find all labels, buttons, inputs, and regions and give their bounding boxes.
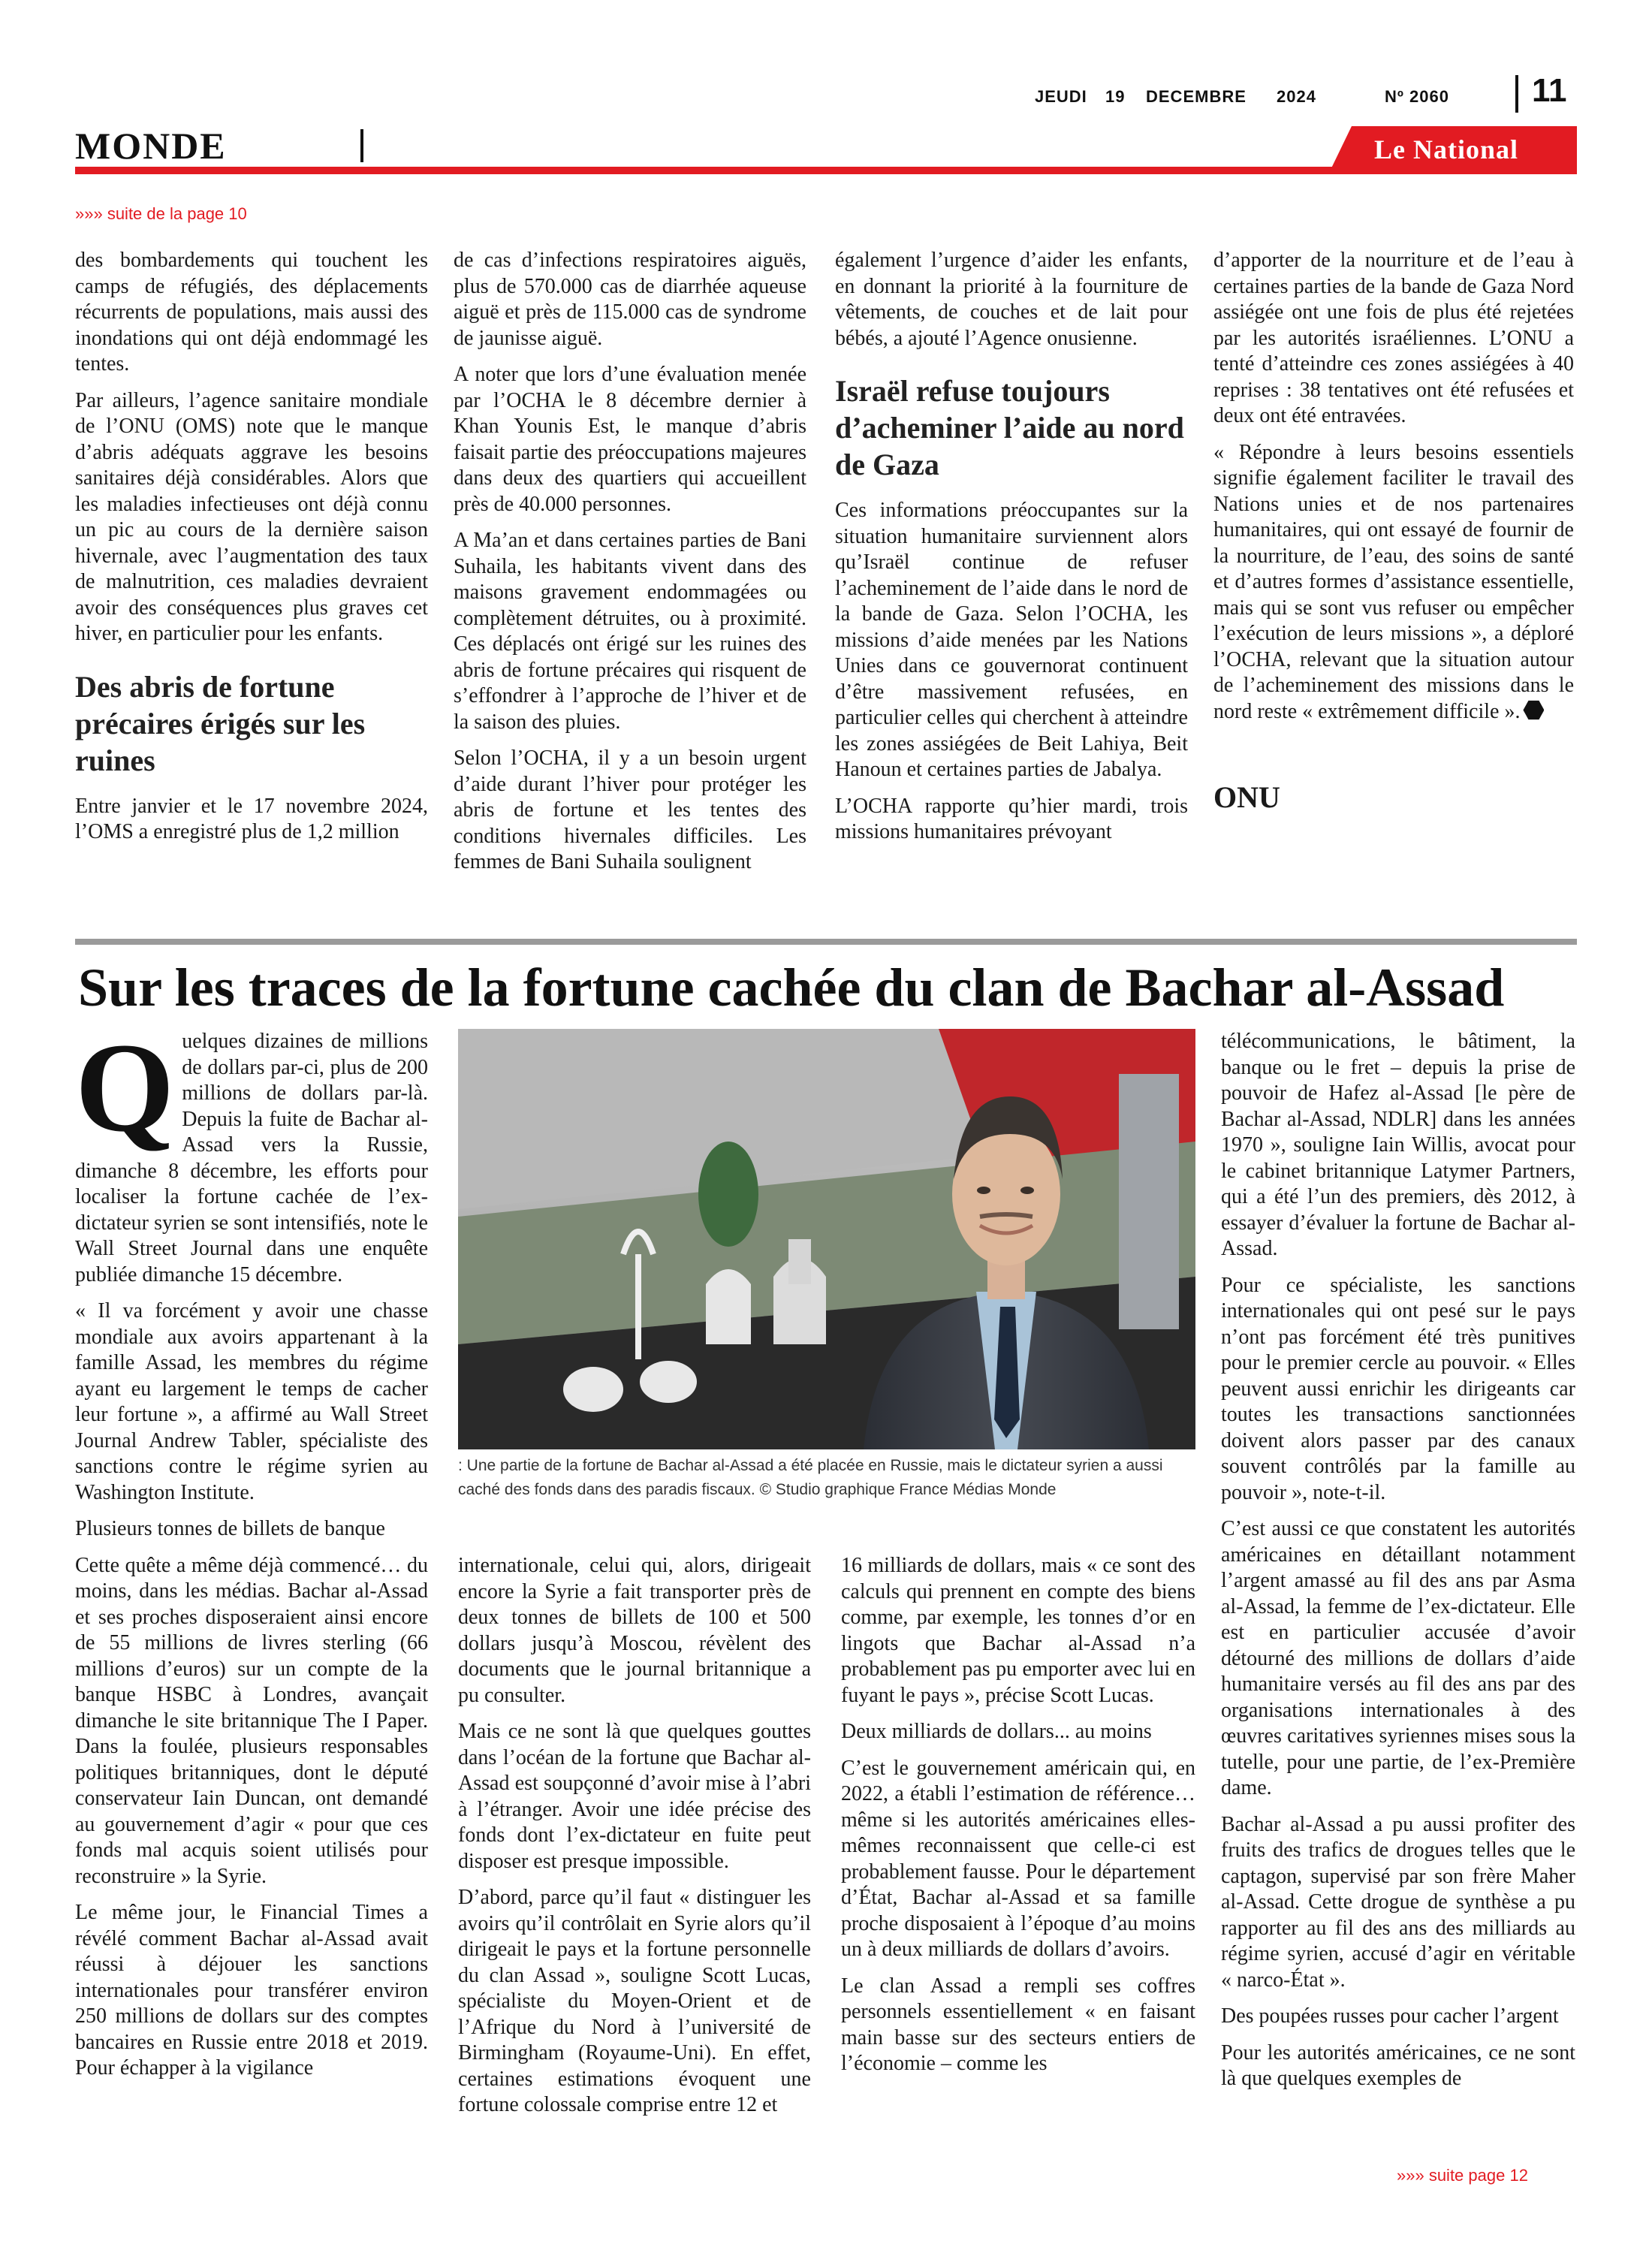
page-number: 11	[1532, 72, 1567, 109]
paragraph: Le même jour, le Financial Times a révélé comment Bachar al-Assad avait réussi à déjouer les sanctions internationales pour transférer environ 250 millions de dollars sur des comptes bancaires en Russie entre 2018 et 2019. Pour échapper à la vigilance	[75, 1901, 428, 2080]
paragraph: des bombardements qui touchent les camps de réfugiés, des déplacements récurrents de populations, mais aussi des inondations qui ont déjà endommagé les tentes.	[75, 249, 428, 376]
lead-text: uelques dizaines de millions de dollars par-ci, plus de 200 millions de dollars par-là. Depuis la fuite de Bachar al-Assad vers la Russie, dimanche 8 décembre, les efforts pour localiser la fortune cachée de l’ex-dictateur syrien se sont intensifiés, note le Wall Street Journal dans une enquête publiée dimanche 15 décembre.	[75, 1030, 428, 1286]
main-col-3	[841, 1553, 1195, 2088]
paragraph: de cas d’infections respiratoires aiguës, plus de 570.000 cas de diarrhée aqueuse aiguë et près de 115.000 cas de syndrome de jaunisse aiguë.	[454, 249, 806, 350]
section-title: MONDE	[75, 125, 227, 167]
article-separator	[75, 939, 1577, 945]
header-year: 2024	[1277, 87, 1316, 106]
continued-to: »»» suite page 12	[1397, 2166, 1528, 2185]
paragraph: D’abord, parce qu’il faut « distinguer les avoirs qu’il contrôlait en Syrie alors qu’il dirigeait le pays et la fortune personnelle du clan Assad », souligne Scott Lucas, spécialiste du Moyen-Orient et de l’Afrique du Nord à l’université de Birmingham (Royaume-Uni). En effet, certaines estimations évoquent une fortune colossale comprise entre 12 et	[458, 1886, 811, 2116]
top-col-3	[835, 248, 1188, 856]
paragraph: Mais ce ne sont là que quelques gouttes dans l’océan de la fortune que Bachar al-Assad est soupçonné d’avoir mise à l’abri à l’étranger. Avoir une idée précise des fonds dont l’ex-dictateur en fuite peut disposer est presque impossible.	[458, 1720, 811, 1873]
paragraph: Ces informations préoccupantes sur la situation humanitaire surviennent alors qu’Israël continue de refuser l’acheminement de l’aide dans le nord de la bande de Gaza. Selon l’OCHA, les missions d’aide menées par les Nations Unies dans ce gouvernorat continuent d’être massivement refusées, en particulier celles qui cherchent à atteindre les zones assiégées de Beit Lahiya, Beit Hanoun et certaines parties de Jabalya.	[835, 499, 1188, 781]
header-month: DECEMBRE	[1146, 87, 1247, 106]
paragraph: A noter que lors d’une évaluation menée par l’OCHA le 8 décembre dernier à Khan Younis Est, le manque d’abris faisait partie des préoccupations majeures dans deux des quartiers qui accueillent près de 40.000 personnes.	[454, 363, 806, 516]
photo-caption: : Une partie de la fortune de Bachar al-Assad a été placée en Russie, mais le dictateur syrien a aussi caché des fonds dans des paradis fiscaux. © Studio graphique France Médias Monde	[458, 1457, 1163, 1498]
paragraph: « Il va forcément y avoir une chasse mondiale aux avoirs appartenant à la famille Assad, les membres du régime ayant eu largement le temps de cacher leur fortune », a affirmé au Wall Street Journal Andrew Tabler, spécialiste des sanctions contre le régime syrien au Washington Institute.	[75, 1299, 428, 1504]
article-photo	[458, 1029, 1195, 1449]
main-col-2	[458, 1553, 811, 2129]
brand-name: Le National	[1374, 134, 1519, 164]
paragraph: d’apporter de la nourriture et de l’eau à certaines parties de la bande de Gaza Nord assiégée ont une fois de plus été rejetées par les autorités israéliennes. L’ONU a tenté d’atteindre ces zones assiégées à 40 reprises : 38 tentatives ont été refusées et deux ont été entravées.	[1213, 249, 1574, 427]
paragraph: Entre janvier et le 17 novembre 2024, l’OMS a enregistré plus de 1,2 million	[75, 794, 428, 843]
paragraph: Par ailleurs, l’agence sanitaire mondiale de l’ONU (OMS) note que le manque d’abris adéquats aggrave les besoins sanitaires déjà considérables. Alors que les maladies infectieuses ont déjà connu un pic au cours de la dernière saison hivernale, avec l’augmentation des taux de malnutrition, ces maladies devraient avoir des conséquences plus graves cet hiver, en particulier pour les enfants.	[75, 388, 428, 645]
paragraph: également l’urgence d’aider les enfants, en donnant la priorité à la fourniture de vêtements, de couches et de lait pour bébés, a ajouté l’Agence onusienne.	[835, 249, 1188, 350]
main-headline: Sur les traces de la fortune cachée du clan de Bachar al-Assad	[78, 958, 1505, 1018]
article-signature: ONU	[1213, 780, 1280, 814]
end-mark-icon	[1523, 700, 1544, 721]
drop-cap: Q	[75, 1017, 175, 1158]
paragraph: 16 milliards de dollars, mais « ce sont des calculs qui prennent en compte des biens comme, par exemple, les tonnes d’or en lingots que Bachar al-Assad n’a probablement pas pu emporter avec lui en fuyant le pays », précise Scott Lucas.	[841, 1554, 1195, 1707]
top-col-1	[75, 248, 428, 856]
subheading: Israël refuse toujours d’acheminer l’aide au nord de Gaza	[835, 374, 1184, 481]
section-divider	[360, 129, 363, 162]
main-col-4	[1221, 1029, 1575, 2103]
paragraph: Le clan Assad a rempli ses coffres personnels essentiellement « en faisant main basse sur des secteurs entiers de l’économie – comme les	[841, 1974, 1195, 2075]
paragraph	[1213, 440, 1574, 725]
paragraph: C’est aussi ce que constatent les autorités américaines en détaillant notamment l’argent amassé au fil des ans par Asma al-Assad, la femme de l’ex-dictateur. Elle est en particulier accusée d’avoir détourné des millions de dollars d’aide humanitaire versés au fil des ans par des organisations internationales à des œuvres caritatives syriennes mises sous la tutelle, pour une partie, de l’ex-Première dame.	[1221, 1517, 1575, 1799]
continued-from: »»» suite de la page 10	[75, 204, 247, 223]
top-col-2	[454, 248, 806, 886]
subheading: Des abris de fortune précaires érigés sur les ruines	[75, 669, 366, 777]
intertitle: Des poupées russes pour cacher l’argent	[1221, 2004, 1559, 2028]
header-date: 19	[1105, 87, 1126, 106]
lead-paragraph	[75, 1017, 428, 1288]
paragraph: télécommunications, le bâtiment, la banque ou le fret – depuis la prise de pouvoir de Hafez al-Assad [le père de Bachar al-Assad, NDLR] dans les années 1970 », souligne Iain Willis, avocat pour le cabinet britannique Latymer Partners, qui a été l’un des premiers, dès 2012, à essayer d’évaluer la fortune de Bachar al-Assad.	[1221, 1030, 1575, 1260]
main-col-1	[75, 1017, 428, 2092]
paragraph-text: « Répondre à leurs besoins essentiels signifie également faciliter le travail des Nations unies et de nos partenaires humanitaires, qui ont essayé de fournir de la nourriture, de l’eau, des soins de santé et d’autres formes d’assistance essentielle, mais qui se sont vus refuser ou empêcher l’exécution de leurs missions », a déploré l’OCHA, relevant que la situation autour de l’acheminement des missions dans le nord reste « extrêmement difficile ».	[1213, 440, 1574, 723]
top-col-4	[1213, 248, 1574, 814]
photo-illustration	[458, 1029, 1195, 1449]
paragraph: Cette quête a même déjà commencé… du moins, dans les médias. Bachar al-Assad et ses proches disposeraient ainsi encore de 55 millions de livres sterling (66 millions d’euros) sur un compte de la banque HSBC à Londres, avançait dimanche le site britannique The I Paper. Dans la foulée, plusieurs responsables politiques britanniques, dont le député conservateur Iain Duncan, ont demandé au gouvernement d’agir « pour que ces fonds mal acquis soient utilisés pour reconstruire » la Syrie.	[75, 1553, 428, 1888]
paragraph: C’est le gouvernement américain qui, en 2022, a établi l’estimation de référence… même si les autorités américaines elles-mêmes reconnaissent que celle-ci est probablement fausse. Pour le département d’État, Bachar al-Assad et sa famille proche disposaient à l’époque d’au moins un à deux milliards de dollars d’avoirs.	[841, 1756, 1195, 1961]
paragraph: Bachar al-Assad a pu aussi profiter des fruits des trafics de drogues telles que le captagon, supervisé par son frère Maher al-Assad. Cette drogue de synthèse a pu rapporter au fil des ans des milliards au régime syrien, accusé d’agir en véritable « narco-État ».	[1221, 1812, 1575, 1992]
intertitle: Plusieurs tonnes de billets de banque	[75, 1517, 385, 1540]
paragraph: internationale, celui qui, alors, dirigeait encore la Syrie a fait transporter près de deux tonnes de billets de 100 et 500 dollars jusqu’à Moscou, révèlent des documents que le journal britannique a pu consulter.	[458, 1554, 811, 1707]
paragraph: Pour ce spécialiste, les sanctions internationales qui ont pesé sur le pays n’ont pas forcément été très punitives pour le premier cercle au pouvoir. « Elles peuvent aussi enrichir les dirigeants car toutes les transactions sanctionnées doivent alors passer par des canaux souvent contrôlés par la famille au pouvoir », note-t-il.	[1221, 1273, 1575, 1504]
paragraph: Pour les autorités américaines, ce ne sont là que quelques exemples de	[1221, 2040, 1575, 2090]
paragraph: L’OCHA rapporte qu’hier mardi, trois missions humanitaires prévoyant	[835, 794, 1188, 843]
page-number-divider	[1515, 75, 1518, 113]
paragraph: Selon l’OCHA, il y a un besoin urgent d’aide durant l’hiver pour protéger les abris de fortune et les tentes des conditions hivernales difficiles. Les femmes de Bani Suhaila soulignent	[454, 746, 806, 873]
paragraph: A Ma’an et dans certaines parties de Bani Suhaila, les habitants vivent dans des maisons gravement endommagées ou complètement détruites, ou à proximité. Ces déplacés ont érigé sur les ruines des abris de fortune précaires qui risquent de s’effondrer à l’approche de l’hiver et de la saison des pluies.	[454, 529, 806, 734]
intertitle: Deux milliards de dollars... au moins	[841, 1720, 1152, 1743]
header-day: JEUDI	[1035, 87, 1087, 106]
header-issue: Nº 2060	[1385, 87, 1449, 106]
